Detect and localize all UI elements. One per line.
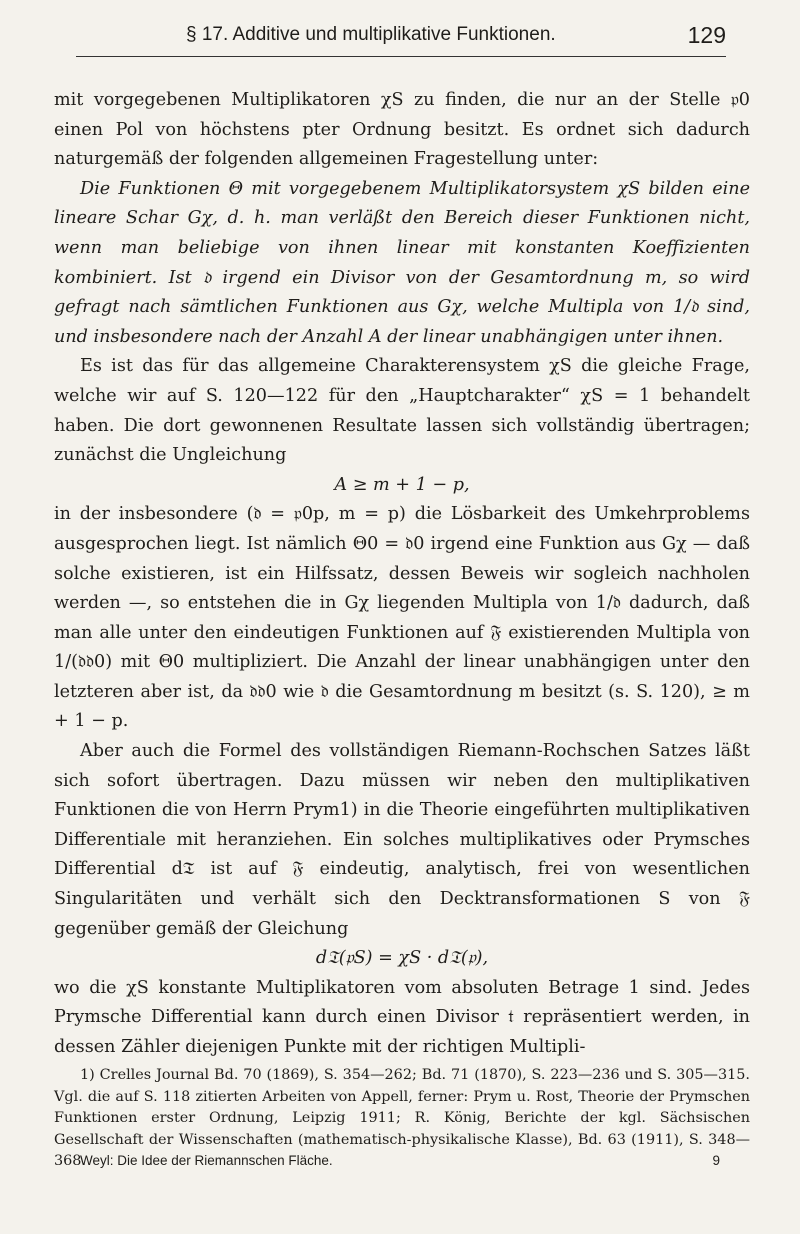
paragraph-1: mit vorgegebenen Multiplikatoren χS zu finden, die nur an der Stelle 𝔭0 einen Pol von höchstens pter Ordnung besitzt. Es ordnet sich dadurch naturgemäß der folgenden allgemeinen Fragestellung unter: [54, 90, 750, 170]
paragraph-2-theorem: Die Funktionen Θ mit vorgegebenem Multiplikatorsystem χS bilden eine lineare Schar Gχ, d. h. man verläßt den Bereich dieser Funktionen nicht, wenn man beliebige von ihnen linear mit konstanten Koeffizienten kombiniert. Ist 𝔡 irgend ein Divisor von der Gesamtordnung m, so wird gefragt nach sämtlichen Funktionen aus Gχ, welche Multipla von 1/𝔡 sind, und insbesondere nach der Anzahl A der linear unabhängigen unter ihnen. [54, 178, 750, 347]
signature-text: Weyl: Die Idee der Riemannschen Fläche. [80, 1153, 333, 1168]
paragraph-4: in der insbesondere (𝔡 = 𝔭0p, m = p) die Lösbarkeit des Umkehrproblems ausgesprochen liegt. Ist nämlich Θ0 = 𝔡0 irgend eine Funktion aus Gχ — daß solche existieren, ist ein Hilfssatz, dessen Beweis wir sogleich nachholen werden —, so entstehen die in Gχ liegenden Multipla von 1/𝔡 dadurch, daß man alle unter den eindeutigen Funktionen auf 𝔉 existierenden Multipla von 1/(𝔡𝔡0) mit Θ0 multipliziert. Die Anzahl der linear unabhängigen unter den letzteren aber ist, da 𝔡𝔡0 wie 𝔡 die Gesamtordnung m besitzt (s. S. 120), ≥ m + 1 − p. [54, 504, 750, 732]
page-number: 129 [687, 22, 726, 48]
section-title: § 17. Additive und multiplikative Funktionen. [186, 24, 556, 45]
paragraph-5: Aber auch die Formel des vollständigen Riemann-Rochschen Satzes läßt sich sofort übertragen. Dazu müssen wir neben den multiplikativen Funktionen die von Herrn Prym1) in die Theorie eingeführten multiplikativen Differentiale mit heranziehen. Ein solches multiplikatives oder Prymsches Differential d𝔗 ist auf 𝔉 eindeutig, analytisch, frei von wesentlichen Singularitäten und verhält sich den Decktransformationen S von 𝔉 gegenüber gemäß der Gleichung [54, 741, 750, 939]
main-text [54, 86, 750, 1063]
running-header [76, 22, 726, 57]
equation-prym: d𝔗(𝔭S) = χS · d𝔗(𝔭), [315, 948, 489, 969]
paragraph-3: Es ist das für das allgemeine Charakterensystem χS die gleiche Frage, welche wir auf S. 120—122 für den „Hauptcharakter“ χS = 1 behandelt haben. Die dort gewonnenen Resultate lassen sich vollständig übertragen; zunächst die Ungleichung [54, 356, 750, 466]
printer-signature [80, 1153, 720, 1168]
equation-inequality: A ≥ m + 1 − p, [334, 474, 470, 495]
paragraph-6: wo die χS konstante Multiplikatoren vom absoluten Betrage 1 sind. Jedes Prymsche Differential kann durch einen Divisor 𝔱 repräsentiert werden, in dessen Zähler diejenigen Punkte mit der richtigen Multipli- [54, 977, 750, 1057]
signature-mark: 9 [712, 1153, 720, 1168]
footnote-1: 1) Crelles Journal Bd. 70 (1869), S. 354—262; Bd. 71 (1870), S. 223—236 und S. 305—315. Vgl. die auf S. 118 zitierten Arbeiten von Appell, ferner: Prym u. Rost, Theorie der Prymschen Funktionen erster Ordnung, Leipzig 1911; R. König, Berichte der kgl. Sächsischen Gesellschaft der Wissenschaften (mathematisch-physikalische Klasse), Bd. 63 (1911), S. 348—368. [54, 1067, 750, 1169]
